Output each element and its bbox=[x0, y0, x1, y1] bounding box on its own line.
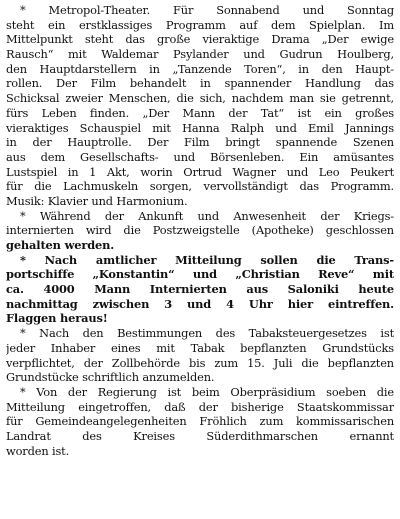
article-line: jeder Inhaber eines mit Tabak bepflanzten Grundstücks bbox=[6, 340, 394, 355]
article-line: Schicksal zweier Menschen, die sich, nachdem man sie getrennt, bbox=[6, 91, 394, 106]
article-line: in der Hauptrolle. Der Film bringt spannende Szenen bbox=[6, 135, 394, 150]
article-line: steht ein erstklassiges Programm auf dem Spielplan. Im bbox=[6, 17, 394, 32]
article-line: aus dem Gesellschafts- und Börsenleben. Ein amüsantes bbox=[6, 149, 394, 164]
article-line: worden ist. bbox=[6, 443, 70, 458]
article-line: ca. 4000 Mann Internierten aus Saloniki heute bbox=[6, 282, 394, 297]
article-line: Flaggen heraus! bbox=[6, 311, 108, 326]
article-line: den Hauptdarstellern in „Tanzende Toren“, in den Haupt- bbox=[6, 61, 394, 76]
article-line: * Nach amtlicher Mitteilung sollen die Trans- bbox=[20, 252, 394, 267]
article-line: fürs Leben finden. „Der Mann der Tat“ ist ein großes bbox=[6, 105, 394, 120]
article-line: rollen. Der Film behandelt in spannender Handlung das bbox=[6, 76, 394, 91]
article-line: Musik: Klavier und Harmonium. bbox=[6, 193, 188, 208]
article-line: Mitteilung eingetroffen, daß der bisherige Staatskommissar bbox=[6, 399, 394, 414]
article-line: Mittelpunkt steht das große vieraktige Drama „Der ewige bbox=[6, 32, 394, 47]
article-line: portschiffe „Konstantin“ und „Christian Reve“ mit bbox=[6, 267, 394, 282]
article-line: * Von der Regierung ist beim Oberpräsidium soeben die bbox=[20, 384, 394, 399]
article-line: internierten wird die Postzweigstelle (Apotheke) geschlossen bbox=[6, 223, 394, 238]
article-line: gehalten werden. bbox=[6, 238, 115, 252]
article-line: Rausch“ mit Waldemar Psylander und Gudrun Houlberg, bbox=[6, 47, 394, 62]
article-line: Grundstücke schriftlich anzumelden. bbox=[6, 370, 215, 385]
article-line: Landrat des Kreises Süderdithmarschen ernannt bbox=[6, 428, 394, 443]
article-line: Lustspiel in 1 Akt, worin Ortrud Wagner und Leo Peukert bbox=[6, 164, 394, 179]
article-body bbox=[6, 3, 394, 458]
article-line: für Gemeindeangelegenheiten Fröhlich zum kommissarischen bbox=[6, 414, 394, 429]
article-line: * Nach den Bestimmungen des Tabaksteuergesetzes ist bbox=[20, 326, 394, 341]
article-line: vieraktiges Schauspiel mit Hanna Ralph und Emil Jannings bbox=[6, 120, 394, 135]
article-line: nachmittag zwischen 3 und 4 Uhr hier eintreffen. bbox=[6, 296, 394, 311]
article-line: verpflichtet, der Zollbehörde bis zum 15. Juli die bepflanzten bbox=[6, 355, 394, 370]
article-line: * Metropol-Theater. Für Sonnabend und Sonntag bbox=[20, 3, 394, 17]
article-line: * Während der Ankunft und Anwesenheit der Kriegs- bbox=[20, 208, 394, 223]
article-line: für die Lachmuskeln sorgen, vervollständigt das Programm. bbox=[6, 179, 394, 194]
